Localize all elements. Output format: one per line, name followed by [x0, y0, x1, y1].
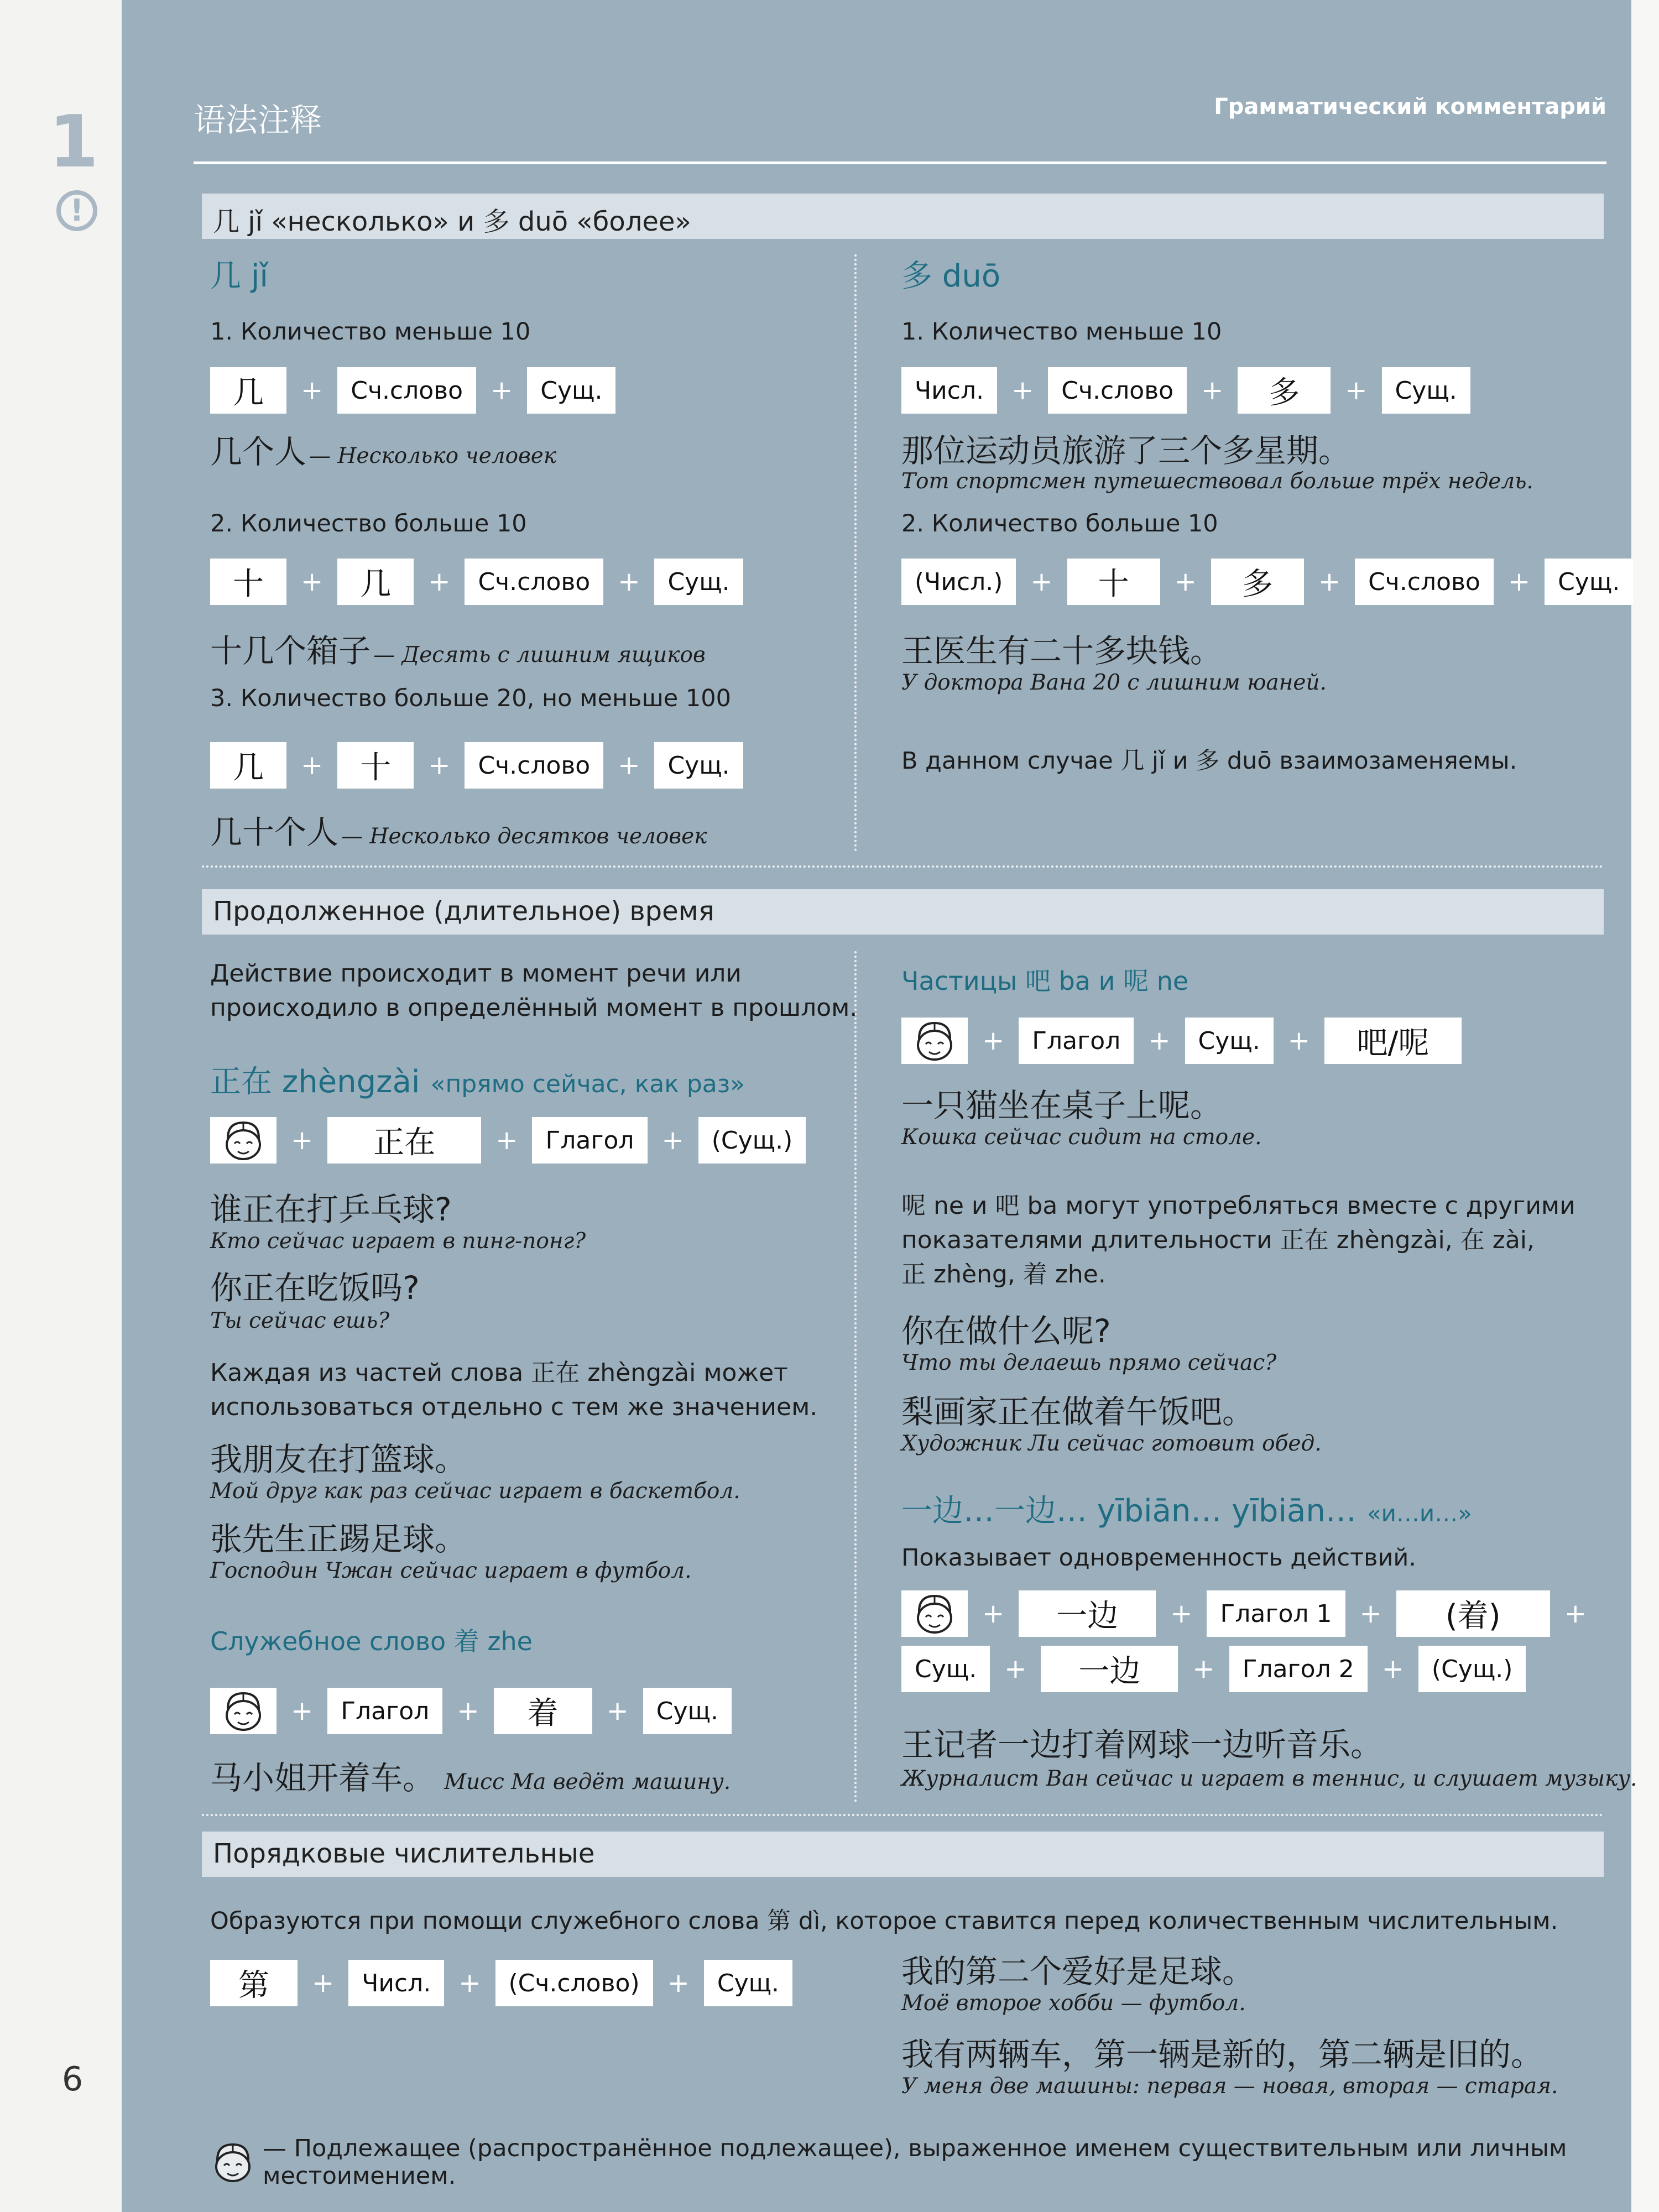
section-divider: [202, 1814, 1604, 1816]
formula-box: 十: [210, 559, 286, 605]
formula-box: 着: [494, 1688, 592, 1734]
example-translation: — Десять с лишним ящиков: [373, 643, 706, 667]
rule-label: 3. Количество больше 20, но меньше 100: [210, 685, 731, 712]
formula-box: Сч.слово: [1048, 367, 1187, 414]
formula-box: Глагол 1: [1207, 1590, 1345, 1637]
formula-box: 正在: [327, 1117, 481, 1164]
formula-row: [901, 367, 1470, 414]
plus-sign: +: [428, 750, 451, 781]
formula-box: 几: [210, 367, 286, 414]
subsection-heading: Частицы 吧 ba и 呢 ne: [901, 966, 1189, 996]
lesson-number: 1: [49, 100, 99, 184]
formula-row: [901, 559, 1633, 605]
formula-row: [210, 559, 743, 605]
heading-term: 正在 zhèngzài: [210, 1064, 420, 1100]
formula-box: Сущ.: [527, 367, 615, 414]
paragraph: [210, 1356, 817, 1425]
plus-sign: +: [1359, 1598, 1382, 1629]
text-line: Действие происходит в момент речи или: [210, 959, 742, 988]
formula-box: Глагол: [327, 1688, 442, 1734]
column-divider: [854, 254, 857, 852]
formula-box: Сущ.: [654, 559, 743, 605]
heading-gloss: «и…и…»: [1366, 1500, 1472, 1527]
plus-sign: +: [667, 1968, 690, 1999]
formula-box: Сч.слово: [337, 367, 476, 414]
plus-sign: +: [1174, 566, 1197, 597]
text-line: происходило в определённый момент в прошлом.: [210, 994, 858, 1022]
column-divider: [854, 951, 857, 1803]
formula-box: Числ.: [348, 1960, 444, 2006]
example-translation: — Несколько человек: [309, 444, 557, 468]
example-chinese: 我朋友在打篮球。: [210, 1441, 467, 1478]
formula-box: 十: [337, 742, 414, 789]
plus-sign: +: [1170, 1598, 1193, 1629]
text-line: показателями длительности 正在 zhèngzài, 在 zài,: [901, 1226, 1535, 1254]
formula-box: 一边: [1041, 1646, 1178, 1692]
text-line: 正 zhèng, 着 zhe.: [901, 1260, 1106, 1288]
formula-row: [901, 1646, 1526, 1692]
example-chinese: 梨画家正在做着午饭吧。: [901, 1393, 1255, 1431]
example-chinese: 王医生有二十多块钱。: [901, 632, 1223, 670]
example-translation: Кто сейчас играет в пинг-понг?: [210, 1229, 586, 1254]
example-chinese: 几十个人: [210, 813, 339, 851]
example-chinese: 我有两辆车，第一辆是新的，第二辆是旧的。: [901, 2036, 1543, 2073]
section-title-bar: [202, 889, 1604, 935]
formula-box: (着): [1396, 1590, 1550, 1637]
example-translation: Мой друг как раз сейчас играет в баскетбол.: [210, 1479, 740, 1504]
subsection-heading: 多 duō: [901, 258, 1001, 294]
plus-sign: +: [1381, 1653, 1404, 1684]
description: Образуются при помощи служебного слова 第 dì, которое ставится перед количественным числительным.: [210, 1907, 1558, 1935]
example: [210, 426, 556, 472]
example-translation: Ты сейчас ешь?: [210, 1308, 390, 1333]
rule-label: 2. Количество больше 10: [210, 510, 527, 538]
description: Показывает одновременность действий.: [901, 1544, 1417, 1572]
heading-term: 一边…一边… yībiān… yībiān…: [901, 1493, 1357, 1529]
formula-box: 几: [337, 559, 414, 605]
header-divider: [194, 161, 1606, 164]
example-chinese: 几个人: [210, 433, 307, 471]
attention-icon: !: [56, 190, 97, 231]
plus-sign: +: [618, 750, 640, 781]
example-chinese: 一只猫坐在桌子上呢。: [901, 1087, 1223, 1124]
formula-row: [210, 1117, 806, 1164]
formula-box: Сущ.: [1382, 367, 1470, 414]
formula-box: Сущ.: [643, 1688, 732, 1734]
formula-box: 第: [210, 1960, 298, 2006]
plus-sign: +: [291, 1125, 314, 1156]
plus-sign: +: [428, 566, 451, 597]
subsection-heading: Служебное слово 着 zhe: [210, 1626, 533, 1656]
text-line: Каждая из частей слова 正在 zhèngzài может: [210, 1359, 788, 1387]
example: [210, 625, 706, 671]
example-translation: Кошка сейчас сидит на столе.: [901, 1125, 1262, 1150]
plus-sign: +: [1318, 566, 1341, 597]
rule-label: 2. Количество больше 10: [901, 510, 1218, 538]
formula-box: 多: [1211, 559, 1304, 605]
plus-sign: +: [1287, 1025, 1310, 1056]
example-translation: Журналист Ван сейчас и играет в теннис, и слушает музыку.: [901, 1766, 1637, 1791]
plus-sign: +: [1030, 566, 1053, 597]
formula-row: [210, 742, 743, 789]
example-chinese: 你在做什么呢?: [901, 1312, 1111, 1350]
plus-sign: +: [1004, 1653, 1027, 1684]
example-chinese: 马小姐开着车。: [210, 1759, 435, 1797]
intro-paragraph: [210, 957, 857, 1025]
example-translation: Мисс Ма ведёт машину.: [444, 1770, 731, 1794]
plus-sign: +: [606, 1695, 629, 1726]
rule-label: 1. Количество меньше 10: [901, 318, 1222, 346]
section-title: 几 jǐ «несколько» и 多 duō «более»: [213, 206, 691, 237]
plus-sign: +: [1148, 1025, 1171, 1056]
formula-row: [210, 1960, 792, 2006]
formula-row: [901, 1018, 1462, 1064]
formula-box: Сущ.: [1185, 1018, 1274, 1064]
plus-sign: +: [1345, 375, 1368, 406]
formula-box: (Числ.): [901, 559, 1016, 605]
formula-box: 几: [210, 742, 286, 789]
plus-sign: +: [301, 750, 324, 781]
example-translation: Господин Чжан сейчас играет в футбол.: [210, 1558, 692, 1583]
grammar-panel: [122, 0, 1637, 2212]
formula-box: Сч.слово: [465, 559, 603, 605]
footer-note: [207, 2135, 1631, 2190]
page-margin-strip: [0, 0, 122, 2212]
formula-box: Сущ.: [901, 1646, 990, 1692]
example-translation: У меня две машины: первая — новая, вторая — старая.: [901, 2074, 1558, 2099]
subject-face-icon: [901, 1018, 968, 1064]
subsection-heading: [901, 1486, 1472, 1531]
example-translation: Художник Ли сейчас готовит обед.: [901, 1431, 1322, 1456]
rule-label: 1. Количество меньше 10: [210, 318, 531, 346]
text-line: использоваться отдельно с тем же значением.: [210, 1393, 818, 1421]
plus-sign: +: [1201, 375, 1224, 406]
example-translation: Что ты делаешь прямо сейчас?: [901, 1350, 1277, 1375]
paragraph: [901, 1189, 1575, 1292]
example-chinese: 那位运动员旅游了三个多星期。: [901, 432, 1351, 469]
formula-box: Глагол: [1019, 1018, 1134, 1064]
page-number: 6: [62, 2060, 84, 2099]
example-chinese: 你正在吃饭吗?: [210, 1269, 420, 1307]
plus-sign: +: [301, 566, 324, 597]
example-translation: — Несколько десятков человек: [341, 824, 707, 849]
formula-box: Числ.: [901, 367, 997, 414]
plus-sign: +: [312, 1968, 335, 1999]
plus-sign: +: [495, 1125, 518, 1156]
example-chinese: 张先生正踢足球。: [210, 1520, 467, 1558]
formula-box: 吧/呢: [1324, 1018, 1462, 1064]
subject-face-icon: [210, 1688, 276, 1734]
formula-box: Глагол: [532, 1117, 647, 1164]
plus-sign: +: [291, 1695, 314, 1726]
plus-sign: +: [661, 1125, 684, 1156]
note: В данном случае 几 jǐ и 多 duō взаимозаменяемы.: [901, 747, 1517, 775]
formula-box: (Сч.слово): [495, 1960, 653, 2006]
formula-box: Сч.слово: [465, 742, 603, 789]
subject-face-icon: [901, 1590, 968, 1637]
subject-face-icon: [210, 1117, 276, 1164]
section-title-bar: [202, 194, 1604, 239]
formula-row: [901, 1590, 1601, 1637]
example-chinese: 我的第二个爱好是足球。: [901, 1953, 1255, 1990]
plus-sign: +: [982, 1598, 1005, 1629]
formula-box: Сущ.: [1545, 559, 1633, 605]
plus-sign: +: [1507, 566, 1531, 597]
example-translation: У доктора Вана 20 с лишним юаней.: [901, 670, 1327, 695]
section-title: Порядковые числительные: [213, 1838, 595, 1869]
formula-row: [210, 1688, 732, 1734]
example: [210, 806, 707, 853]
text-line: 呢 ne и 吧 ba могут употребляться вместе с другими: [901, 1192, 1575, 1220]
subsection-heading: 几 jǐ: [210, 258, 268, 294]
formula-box: 多: [1238, 367, 1331, 414]
example: [210, 1752, 731, 1798]
subsection-heading: [210, 1057, 745, 1102]
header-russian-title: Грамматический комментарий: [1214, 94, 1606, 119]
section-title-bar: [202, 1832, 1604, 1877]
plus-sign: +: [458, 1968, 481, 1999]
subject-face-icon: [207, 2140, 258, 2184]
example-translation: Моё второе хобби — футбол.: [901, 1991, 1246, 2016]
plus-sign: +: [301, 375, 324, 406]
plus-sign: +: [1564, 1598, 1587, 1629]
section-title: Продолженное (длительное) время: [213, 896, 714, 927]
formula-box: Сущ.: [654, 742, 743, 789]
formula-box: (Сущ.): [698, 1117, 806, 1164]
formula-box: Сущ.: [704, 1960, 792, 2006]
plus-sign: +: [1011, 375, 1034, 406]
formula-box: Глагол 2: [1229, 1646, 1368, 1692]
section-divider: [202, 865, 1604, 868]
formula-box: (Сущ.): [1418, 1646, 1526, 1692]
formula-box: 一边: [1019, 1590, 1156, 1637]
plus-sign: +: [1192, 1653, 1215, 1684]
example-translation: Тот спортсмен путешествовал больше трёх недель.: [901, 469, 1533, 494]
footer-text: — Подлежащее (распространённое подлежащее), выраженное именем существительным или личным местоимением.: [263, 2135, 1567, 2190]
formula-box: 十: [1067, 559, 1160, 605]
example-chinese: 十几个箱子: [210, 632, 371, 670]
header-chinese-title: 语法注释: [194, 101, 322, 139]
formula-row: [210, 367, 615, 414]
plus-sign: +: [491, 375, 513, 406]
plus-sign: +: [457, 1695, 479, 1726]
example-chinese: 谁正在打乒乓球?: [210, 1191, 452, 1228]
formula-box: Сч.слово: [1355, 559, 1494, 605]
heading-gloss: «прямо сейчас, как раз»: [430, 1070, 745, 1098]
plus-sign: +: [618, 566, 640, 597]
plus-sign: +: [982, 1025, 1005, 1056]
example-chinese: 王记者一边打着网球一边听音乐。: [901, 1726, 1383, 1764]
